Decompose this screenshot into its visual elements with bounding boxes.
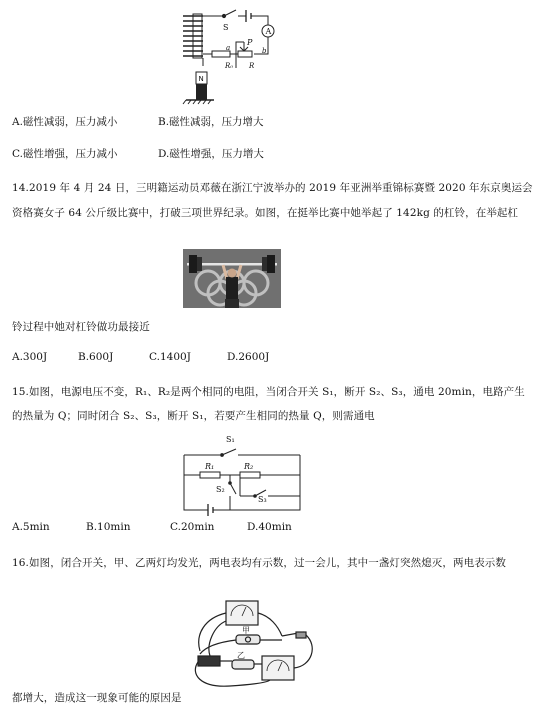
label-s1-top: S₁ bbox=[226, 435, 235, 444]
label-s2: S₂ bbox=[216, 485, 225, 494]
q15-text-line1: 15.如图，电源电压不变，R₁、R₂是两个相同的电阻，当闭合开关 S₁，断开 S₂、S₃，通电 20min，电路产生 bbox=[12, 386, 525, 398]
label-ammeter: A bbox=[265, 27, 272, 36]
label-p: P bbox=[247, 38, 253, 47]
q14-text-line1: 14.2019 年 4 月 24 日，三明籍运动员邓薇在浙江宁波举办的 2019 年亚洲举重锦标赛暨 2020 年东京奥运会 bbox=[12, 182, 533, 194]
q14-option-b[interactable]: B.600J bbox=[78, 351, 114, 363]
q15-option-d[interactable]: D.40min bbox=[247, 521, 292, 533]
q15-circuit-figure bbox=[0, 430, 533, 520]
q14-option-d[interactable]: D.2600J bbox=[227, 351, 270, 363]
q15-text-line2: 的热量为 Q；同时闭合 S₂、S₃，断开 S₁，若要产生相同的热量 Q，则需通电 bbox=[12, 410, 375, 422]
q14-option-c[interactable]: C.1400J bbox=[149, 351, 191, 363]
weightlifter-photo bbox=[183, 249, 281, 308]
q14-text-line2: 资格赛女子 64 公斤级比赛中，打破三项世界纪录。如图，在挺举比赛中她举起了 142kg 的杠铃，在举起杠 bbox=[12, 207, 519, 219]
q15-option-b[interactable]: B.10min bbox=[86, 521, 131, 533]
q15-option-a[interactable]: A.5min bbox=[12, 521, 50, 533]
q14-option-a[interactable]: A.300J bbox=[12, 351, 48, 363]
label-n: N bbox=[198, 75, 204, 83]
q16-text-line1: 16.如图，闭合开关，甲、乙两灯均发光，两电表均有示数，过一会儿，其中一盏灯突然熄灭，两电表示数 bbox=[12, 557, 506, 569]
label-jia: 甲 bbox=[242, 626, 250, 635]
label-b: b bbox=[262, 47, 267, 55]
q13-circuit-figure bbox=[0, 0, 533, 112]
label-s3: S₃ bbox=[258, 495, 267, 504]
q16-circuit-figure bbox=[0, 596, 533, 696]
label-r0: R₀ bbox=[225, 62, 234, 70]
q13-option-c[interactable]: C.磁性增强，压力减小 bbox=[12, 148, 118, 160]
q16-text-line2: 都增大，造成这一现象可能的原因是 bbox=[12, 692, 182, 704]
label-r1: R₁ bbox=[205, 462, 215, 471]
label-r: R bbox=[249, 62, 255, 70]
q15-option-c[interactable]: C.20min bbox=[170, 521, 215, 533]
electromagnet-coil bbox=[183, 14, 203, 58]
label-s: S bbox=[223, 23, 229, 32]
label-a: a bbox=[226, 44, 231, 52]
label-r2: R₂ bbox=[244, 462, 254, 471]
q14-text-line3: 铃过程中她对杠铃做功最接近 bbox=[12, 321, 150, 333]
q13-option-a[interactable]: A.磁性减弱，压力减小 bbox=[12, 116, 118, 128]
q13-option-d[interactable]: D.磁性增强，压力增大 bbox=[158, 148, 264, 160]
label-yi: 乙 bbox=[237, 651, 245, 660]
q13-option-b[interactable]: B.磁性减弱，压力增大 bbox=[158, 116, 264, 128]
